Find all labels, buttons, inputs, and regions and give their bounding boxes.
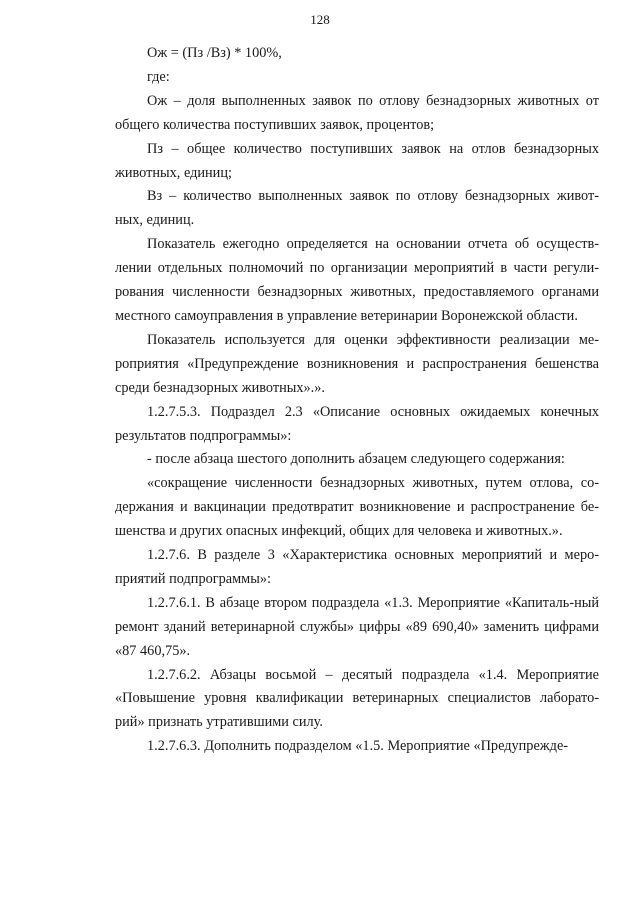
reduction-quote-paragraph: «сокращение численности безнадзорных животных, путем отлова, со-держания и вакцинации предотвратит возникновение и распространение бе-шенства и других опасных инфекций, общих для человека и животных.». (115, 475, 599, 540)
document-body (115, 42, 599, 759)
section-1-2-7-6-2: 1.2.7.6.2. Абзацы восьмой – десятый подраздела «1.4. Мероприятие «Повышение уровня квалификации ветеринарных специалистов лаборато-рий» признать утратившими силу. (115, 666, 599, 731)
section-1-2-7-6: 1.2.7.6. В разделе 3 «Характеристика основных мероприятий и меро-приятий подпрограммы»: (115, 547, 599, 587)
section-1-2-7-6-3: 1.2.7.6.3. Дополнить подразделом «1.5. Мероприятие «Предупрежде- (147, 738, 569, 755)
after-sixth-paragraph: - после абзаца шестого дополнить абзацем следующего содержания: (147, 451, 565, 468)
section-1-2-7-6-1: 1.2.7.6.1. В абзаце втором подраздела «1.3. Мероприятие «Капиталь-ный ремонт зданий ветеринарной службы» цифры «89 690,40» заменить цифрами «87 460,75». (115, 594, 599, 659)
indicator-annual-paragraph: Показатель ежегодно определяется на основании отчета об осуществ-лении отдельных полномочий по организации мероприятий в части регули-рования численности безнадзорных животных, предоставляемого органами местного самоуправления в управление ветеринарии Воронежской области. (115, 236, 599, 324)
section-1-2-7-5-3: 1.2.7.5.3. Подраздел 2.3 «Описание основных ожидаемых конечных результатов подпрограммы»: (115, 403, 599, 444)
definition-oz: Ож – доля выполненных заявок по отлову безнадзорных животных от общего количества поступивших заявок, процентов; (115, 92, 599, 133)
indicator-usage-paragraph: Показатель используется для оценки эффективности реализации ме-роприятия «Предупреждение возникновения и распространения бешенства среди безнадзорных животных».». (115, 331, 599, 396)
where-label: где: (147, 68, 170, 85)
formula-line: Ож = (Пз /Вз) * 100%, (147, 45, 282, 61)
definition-pz: Пз – общее количество поступивших заявок на отлов безнадзорных животных, единиц; (115, 140, 599, 181)
page-number: 128 (310, 12, 330, 27)
definition-vz: Вз – количество выполненных заявок по отлову безнадзорных живот-ных, единиц. (115, 188, 599, 229)
